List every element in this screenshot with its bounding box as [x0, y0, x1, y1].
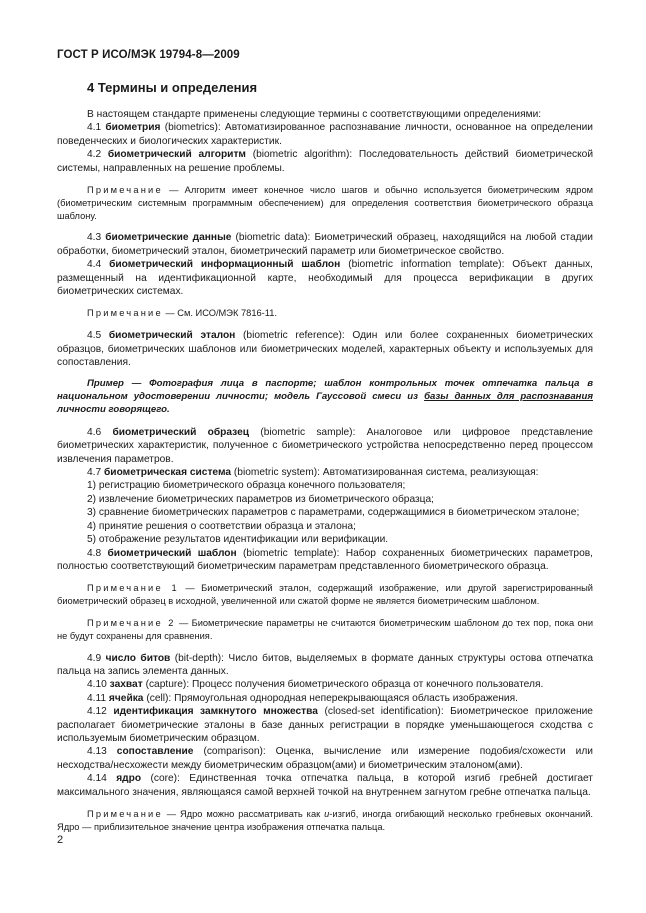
- note-label: Примечание: [87, 185, 163, 196]
- note-algorithm: Примечание — Алгоритм имеет конечное число шагов и обычно используется биометрическим ядром (биометрическим системным программным обеспечением) для определения соответствия биометрического образца шаблону.: [57, 185, 594, 221]
- term-4-14: 4.14 ядро (core): Единственная точка отпечатка пальца, в которой изгиб гребней достигает максимального значения, являющаяся самой верхней точкой на внутреннем загнутом гребне отпечатка пальца.: [57, 773, 593, 798]
- note-core: Примечание — Ядро можно рассматривать как u-изгиб, иногда огибающий несколько гребневых окончаний. Ядро — приблизительное значение центра изображения отпечатка пальца.: [57, 808, 594, 832]
- note-label: Примечание 1: [87, 583, 179, 594]
- term-name: число битов: [105, 652, 171, 664]
- term-4-3: 4.3 биометрические данные (biometric data): Биометрический образец, находящийся на любой стадии обработки, биометрический эталон, биометрический параметр или биометрическое свойство.: [57, 232, 593, 257]
- term-4-8: 4.8 биометрический шаблон (biometric template): Набор сохраненных биометрических параметров, полностью соответствующий биометрическим параметрам представленного биометрического образца.: [57, 547, 593, 572]
- term-4-5: 4.5 биометрический эталон (biometric reference): Один или более сохраненных биометрических образцов, биометрических шаблонов или биометрических моделей, характерных объекту и используемых для сопоставления.: [57, 330, 593, 369]
- term-name: биометрическая система: [104, 467, 232, 479]
- section-title: 4 Термины и определения: [87, 80, 258, 95]
- list-item: 3) сравнение биометрических параметров с параметрами, содержащимися в биометрическом эталоне;: [87, 507, 580, 519]
- example-label: Пример: [87, 378, 124, 390]
- list-item: 1) регистрацию биометрического образца конечного пользователя;: [87, 480, 406, 492]
- note-label: Примечание 2: [87, 617, 176, 628]
- term-name: ядро: [116, 773, 142, 785]
- term-4-2: 4.2 биометрический алгоритм (biometric algorithm): Последовательность действий биометрической системы, направленных на решение проблемы.: [57, 149, 594, 174]
- standard-header: ГОСТ Р ИСО/МЭК 19794-8—2009: [57, 49, 240, 61]
- term-4-10: 4.10 захват (capture): Процесс получения биометрического образца от конечного пользователя.: [87, 679, 544, 691]
- note-template-1: Примечание 1 — Биометрический эталон, содержащий изображение, или другой зарегистрированный биометрический образец в исходной, увеличенной или сжатой форме не является биометрическим шаблоном.: [57, 583, 594, 607]
- term-name: биометрический шаблон: [107, 547, 237, 559]
- term-name: биометрический алгоритм: [107, 149, 246, 161]
- example-reference: Пример — Фотография лица в паспорте; шаблон контрольных точек отпечатка пальца в национальном удостоверении личности; модель Гауссовой смеси из базы данных для распознавания личности говорящего.: [57, 378, 593, 416]
- term-4-1: 4.1 биометрия (biometrics): Автоматизированное распознавание личности, основанное на определении поведенческих и биологических характеристик.: [57, 122, 593, 147]
- term-4-4: 4.4 биометрический информационный шаблон (biometric information template): Объект данных, размещенный на идентификационной карте, необходимый для процесса верификации в других биометрических системах.: [57, 259, 593, 298]
- term-4-7: 4.7 биометрическая система (biometric system): Автоматизированная система, реализующая:: [87, 467, 539, 479]
- term-name: сопоставление: [116, 746, 194, 758]
- list-item: 5) отображение результатов идентификации или верификации.: [87, 534, 389, 546]
- note-info-template: Примечание — См. ИСО/МЭК 7816-11.: [87, 308, 277, 319]
- term-name: биометрические данные: [105, 232, 232, 244]
- note-label: Примечание: [87, 308, 163, 319]
- term-4-9: 4.9 число битов (bit-depth): Число битов, выделяемых в формате данных структуры остова отпечатка пальца на запись элемента данных.: [57, 652, 593, 677]
- note-template-2: Примечание 2 — Биометрические параметры не считаются биометрическим шаблоном до тех пор, пока они не будут сохранены для сравнения.: [57, 617, 594, 641]
- document-body: [57, 108, 593, 834]
- term-4-12: 4.12 идентификация замкнутого множества (closed-set identification): Биометрическое приложение располагает биометрические эталоны в базе данных регистрации в порядке уменьшающегося сходства с используемым биометрическим образцом.: [57, 706, 593, 744]
- list-item: 4) принятие решения о соответствии образца и эталона;: [87, 520, 356, 532]
- term-4-6: 4.6 биометрический образец (biometric sample): Аналоговое или цифровое представление биометрических характеристик, полученное с биометрического устройства непосредственно перед процессом извлечения параметров.: [57, 426, 593, 465]
- term-name: биометрия: [105, 122, 161, 134]
- list-item: 2) извлечение биометрических параметров из биометрического образца;: [87, 493, 435, 505]
- term-name: биометрический эталон: [108, 330, 236, 342]
- term-name: идентификация замкнутого множества: [113, 706, 318, 718]
- term-name: ячейка: [108, 692, 144, 704]
- term-4-11: 4.11 ячейка (cell): Прямоугольная однородная неперекрывающаяся область изображения.: [87, 692, 518, 704]
- term-name: биометрический информационный шаблон: [109, 259, 341, 271]
- term-name: захват: [109, 679, 143, 691]
- section-intro: В настоящем стандарте применены следующие термины с соответствующими определениями:: [87, 109, 542, 120]
- note-label: Примечание: [87, 808, 163, 819]
- term-4-13: 4.13 сопоставление (comparison): Оценка, вычисление или измерение подобия/схожести или несходства/несхожести между биометрическим образцом(ами) и биометрическим эталоном(ами).: [57, 746, 593, 771]
- term-name: биометрический образец: [112, 426, 250, 438]
- page-number: 2: [57, 834, 64, 846]
